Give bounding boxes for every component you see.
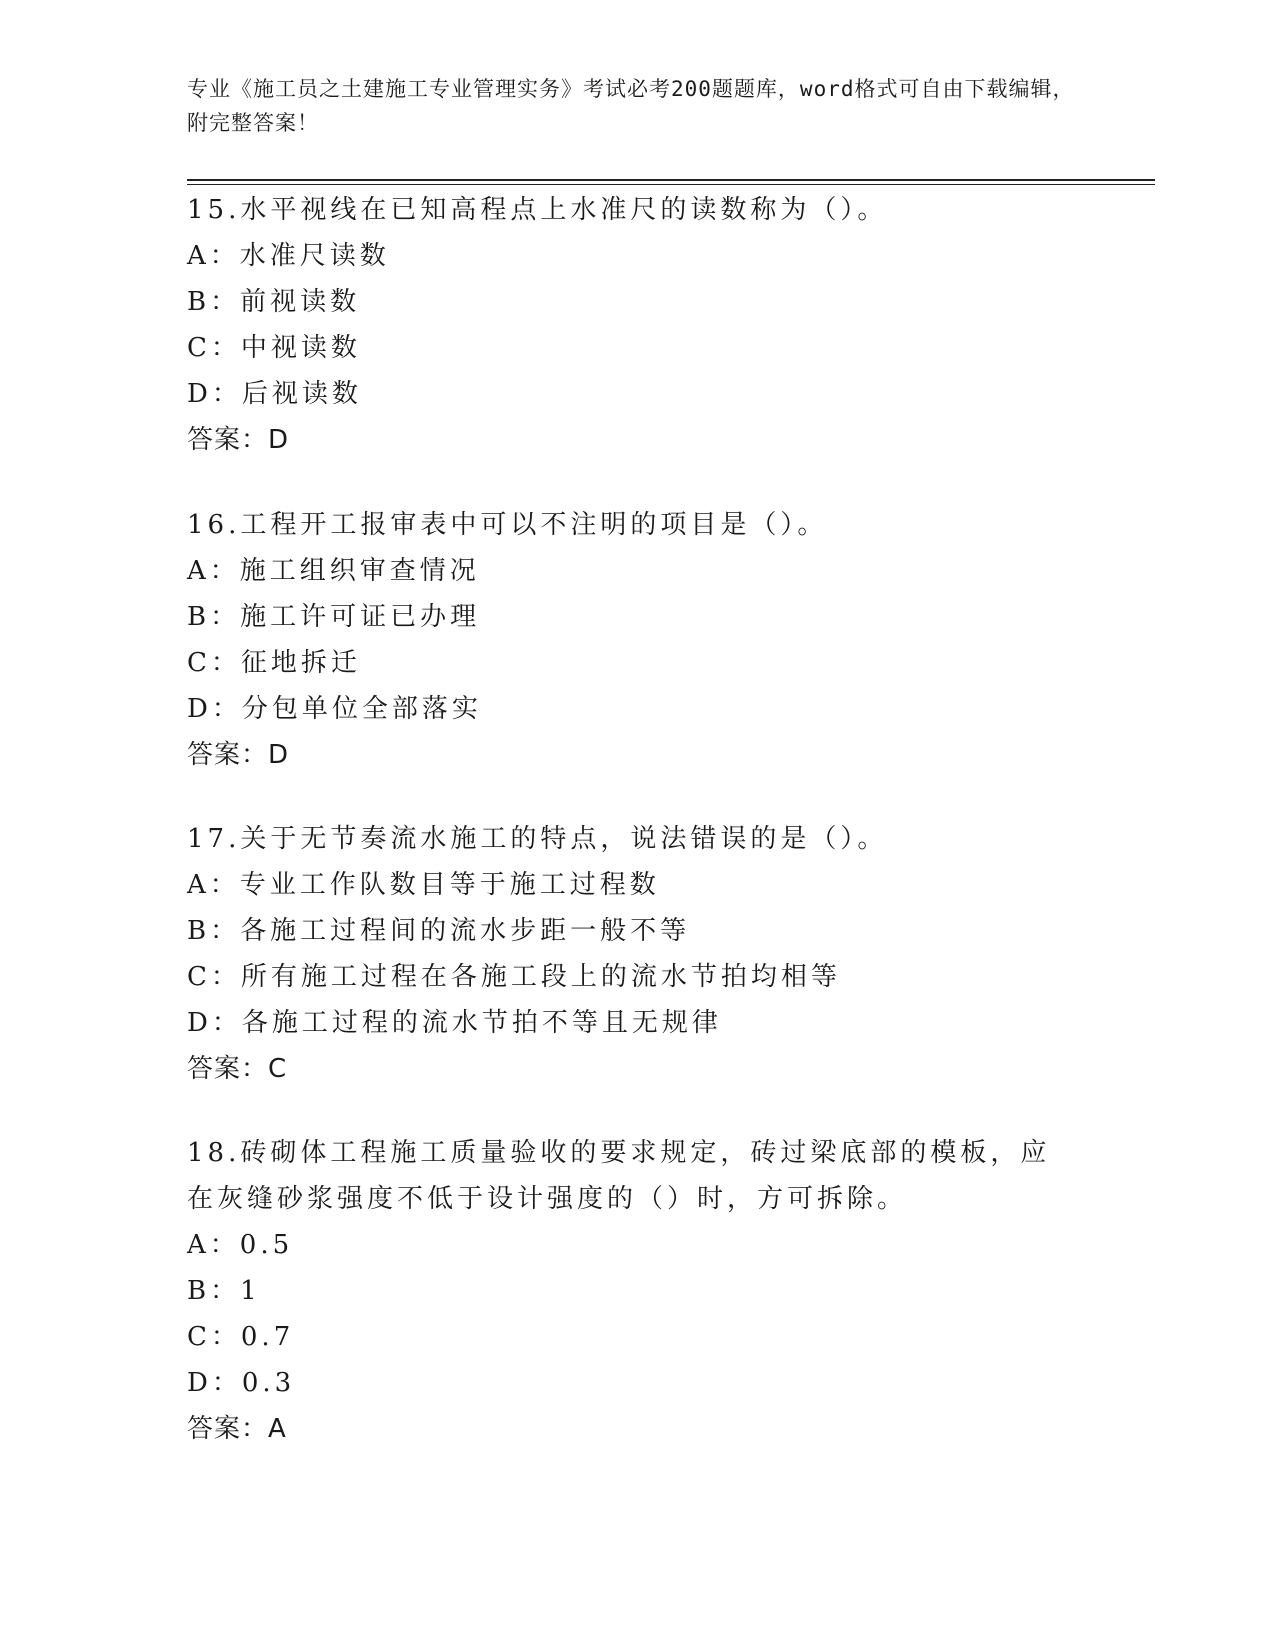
question-17 [187, 816, 1087, 1092]
question-stem: 16.工程开工报审表中可以不注明的项目是（）。 [187, 510, 828, 540]
option-a: A：施工组织审查情况 [187, 556, 480, 586]
option-b: B：前视读数 [187, 287, 361, 317]
question-stem: 15.水平视线在已知高程点上水准尺的读数称为（）。 [187, 195, 888, 225]
option-c: C：所有施工过程在各施工段上的流水节拍均相等 [187, 962, 841, 992]
option-d: D：0.3 [187, 1368, 296, 1398]
option-b: B：施工许可证已办理 [187, 602, 481, 632]
option-a: A：0.5 [187, 1230, 294, 1260]
answer-line: 答案：D [187, 425, 290, 455]
question-18 [187, 1130, 1087, 1452]
answer-line: 答案：D [187, 740, 290, 770]
answer-line: 答案：A [187, 1414, 287, 1444]
option-d: D：后视读数 [187, 379, 362, 409]
question-16 [187, 502, 1087, 778]
answer-line: 答案：C [187, 1054, 288, 1084]
option-c: C：征地拆迁 [187, 648, 361, 678]
option-d: D：各施工过程的流水节拍不等且无规律 [187, 1008, 722, 1038]
option-d: D：分包单位全部落实 [187, 694, 482, 724]
question-15 [187, 187, 1087, 463]
option-a: A：水准尺读数 [187, 241, 390, 271]
option-a: A：专业工作队数目等于施工过程数 [187, 870, 660, 900]
question-stem: 17.关于无节奏流水施工的特点，说法错误的是（）。 [187, 824, 888, 854]
option-b: B：各施工过程间的流水步距一般不等 [187, 916, 691, 946]
header-divider-thick [187, 179, 1155, 181]
option-b: B：1 [187, 1276, 261, 1306]
question-stem: 18.砖砌体工程施工质量验收的要求规定，砖过梁底部的模板，应在灰缝砂浆强度不低于设计强度的（）时，方可拆除。 [187, 1138, 1051, 1214]
document-header: 专业《施工员之土建施工专业管理实务》考试必考200题题库，word格式可自由下载编辑，附完整答案！ [187, 77, 1075, 135]
option-c: C：中视读数 [187, 333, 361, 363]
header-divider-thin [187, 184, 1155, 185]
option-c: C：0.7 [187, 1322, 295, 1352]
